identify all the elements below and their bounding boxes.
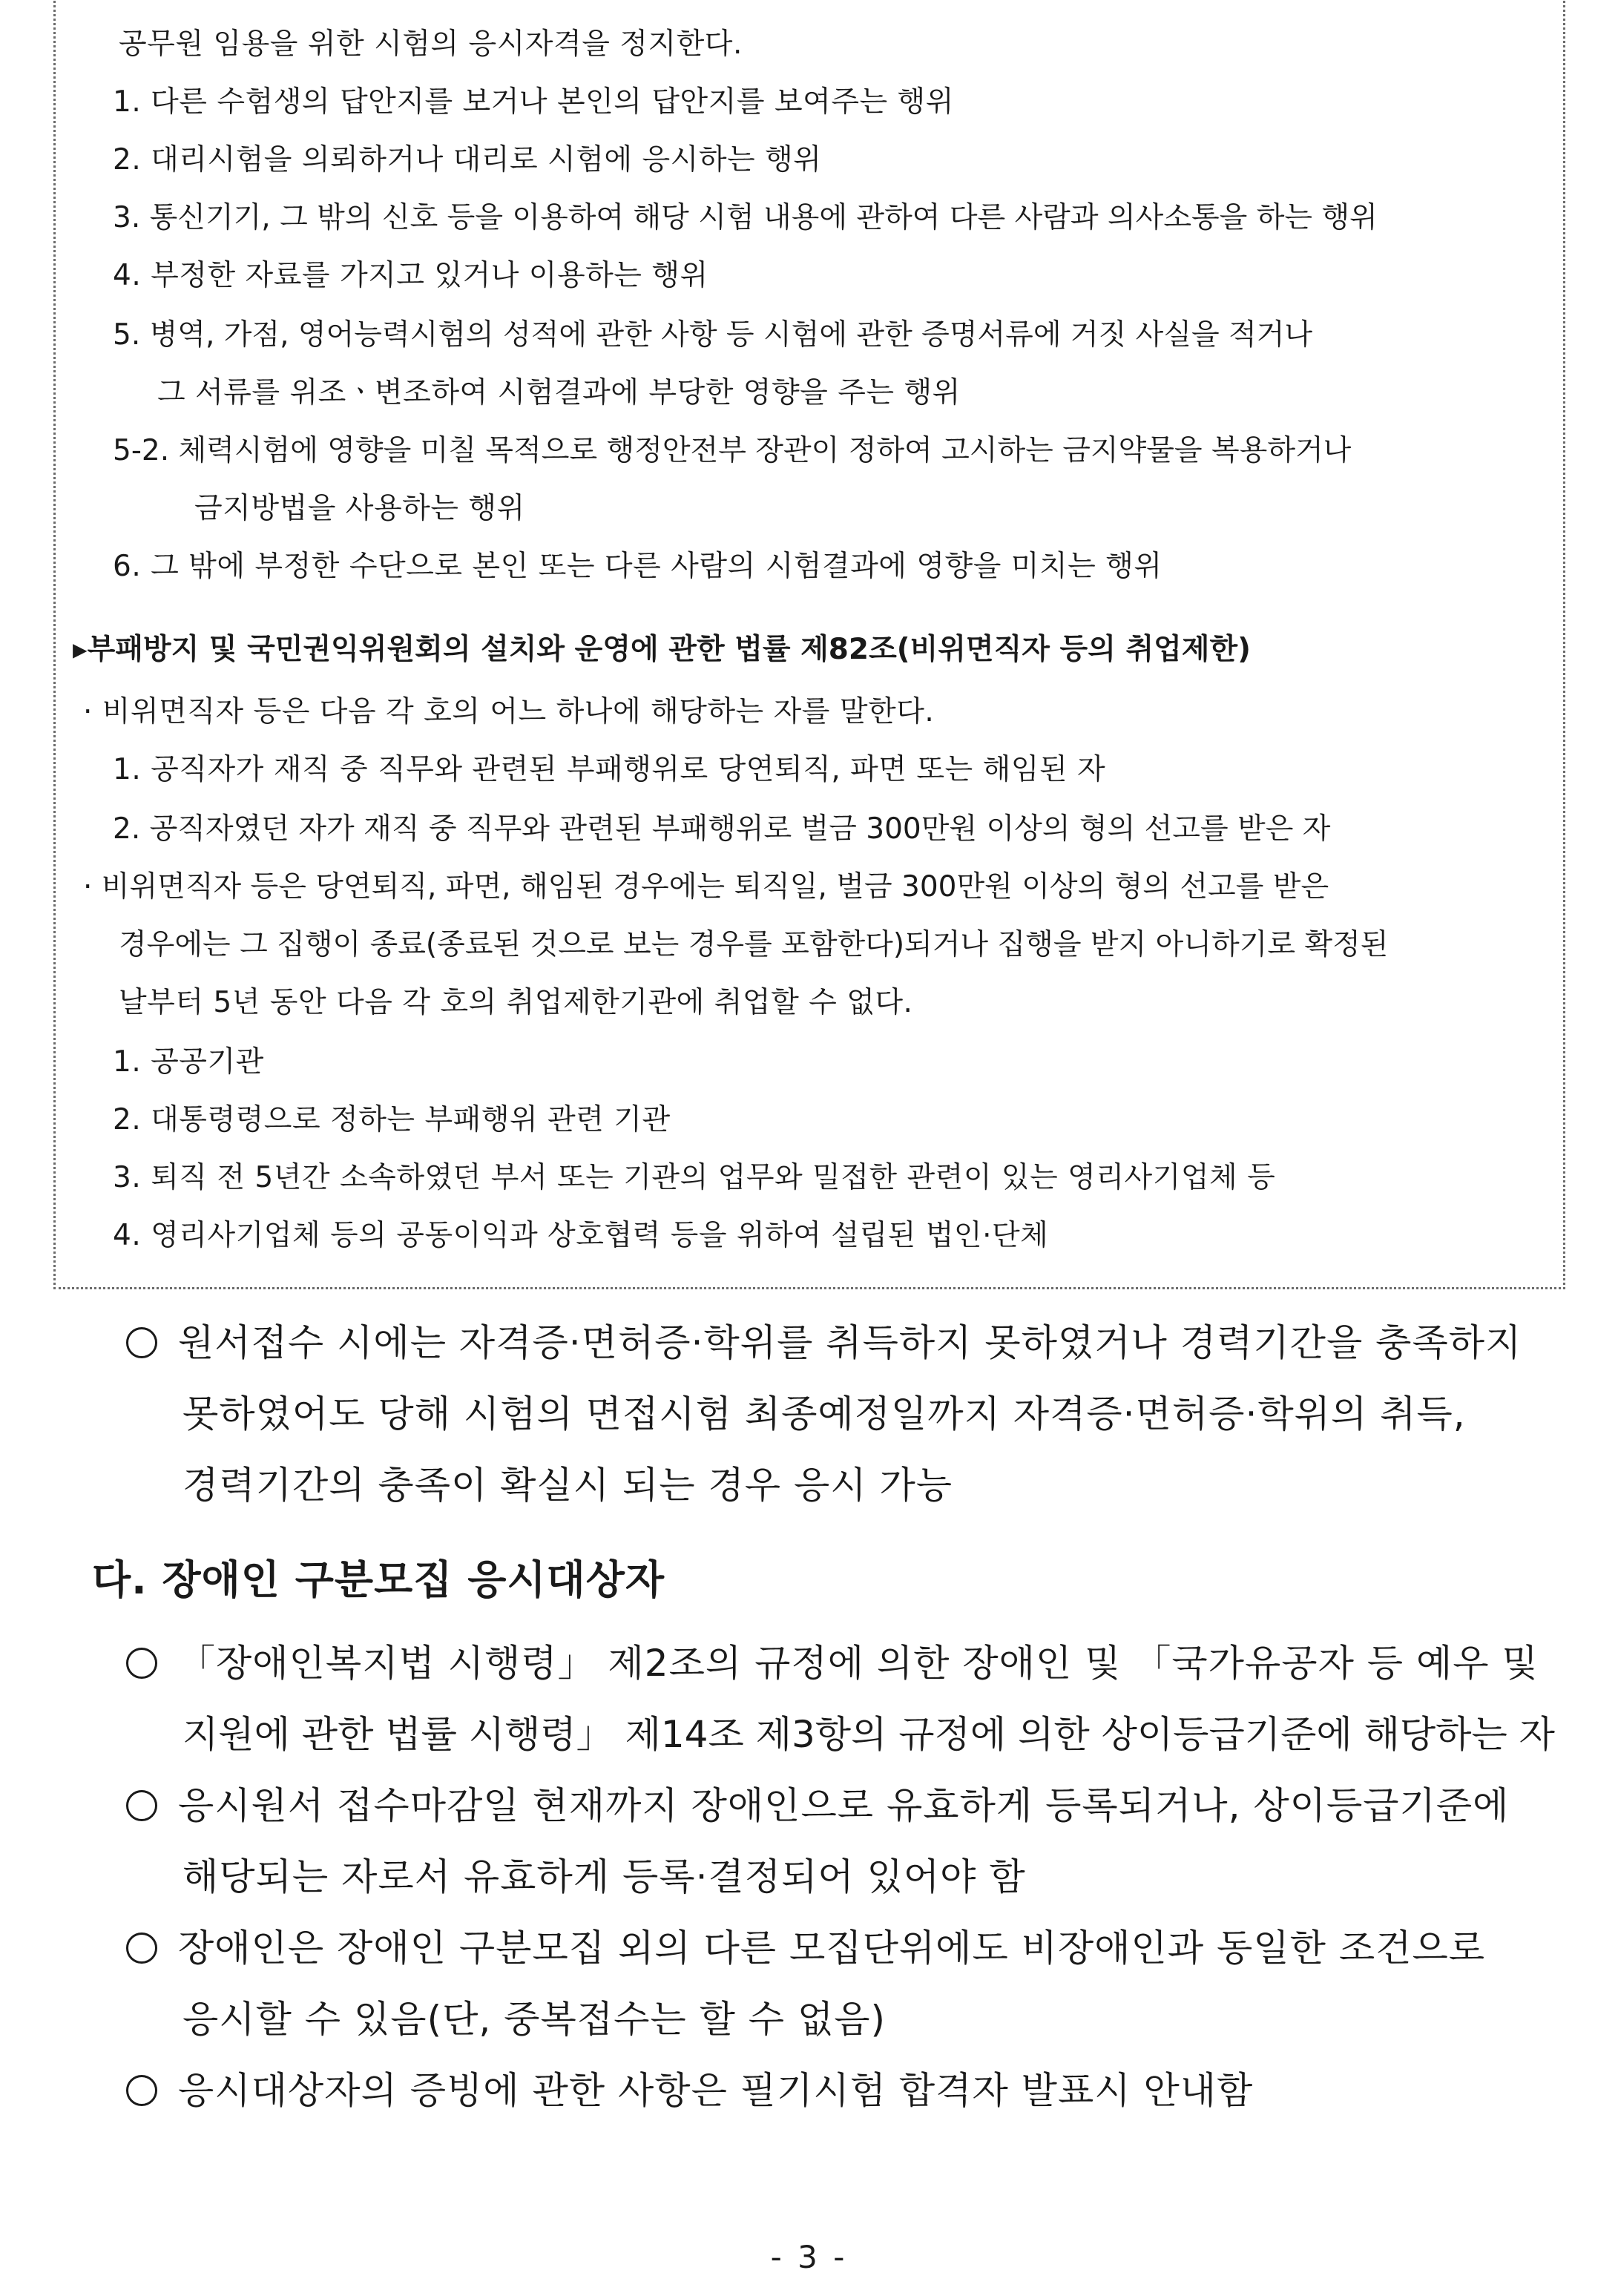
- bullet-item: 원서접수 시에는 자격증·면허증·학위를 취득하지 못하였거나 경력기간을 충족하지: [126, 1320, 1522, 1365]
- box-line: 2. 공직자였던 자가 재직 중 직무와 관련된 부패행위로 벌금 300만원 이상의 형의 선고를 받은 자: [113, 812, 1331, 846]
- body-line: 응시할 수 있음(단, 중복접수는 할 수 없음): [182, 1998, 887, 2041]
- box-line: 3. 통신기기, 그 밖의 신호 등을 이용하여 해당 시험 내용에 관하여 다른 사람과 의사소통을 하는 행위: [113, 201, 1378, 234]
- box-line: 그 서류를 위조ㆍ변조하여 시험결과에 부당한 영향을 주는 행위: [157, 376, 961, 409]
- body-line: 못하였어도 당해 시험의 면접시험 최종예정일까지 자격증·면허증·학위의 취득,: [182, 1392, 1466, 1435]
- box-line: · 비위면직자 등은 당연퇴직, 파면, 해임된 경우에는 퇴직일, 벌금 300만원 이상의 형의 선고를 받은: [83, 870, 1329, 904]
- box-line: 5-2. 체력시험에 영향을 미칠 목적으로 행정안전부 장관이 정하여 고시하는 금지약물을 복용하거나: [113, 434, 1352, 467]
- box-line: · 비위면직자 등은 다음 각 호의 어느 하나에 해당하는 자를 말한다.: [83, 695, 935, 728]
- law-heading: ▸부패방지 및 국민권익위원회의 설치와 운영에 관한 법률 제82조(비위면직자 등의 취업제한): [73, 633, 1251, 666]
- box-line: 1. 공공기관: [113, 1045, 264, 1079]
- circle-bullet-icon: [126, 1327, 157, 1358]
- box-line: 경우에는 그 집행이 종료(종료된 것으로 보는 경우를 포함한다)되거나 집행을 받지 아니하기로 확정된: [119, 928, 1389, 961]
- circle-bullet-icon: [126, 1790, 157, 1821]
- section-title: 다. 장애인 구분모집 응시대상자: [92, 1556, 665, 1603]
- box-line: 금지방법을 사용하는 행위: [194, 492, 525, 525]
- box-line: 공무원 임용을 위한 시험의 응시자격을 정지한다.: [119, 27, 743, 61]
- page-number: - 3 -: [770, 2239, 848, 2275]
- box-line: 1. 공직자가 재직 중 직무와 관련된 부패행위로 당연퇴직, 파면 또는 해임된 자: [113, 753, 1106, 786]
- box-line: 2. 대리시험을 의뢰하거나 대리로 시험에 응시하는 행위: [113, 143, 822, 177]
- box-line: 2. 대통령령으로 정하는 부패행위 관련 기관: [113, 1103, 671, 1137]
- circle-bullet-icon: [126, 1932, 157, 1964]
- box-line: 3. 퇴직 전 5년간 소속하였던 부서 또는 기관의 업무와 밀접한 관련이 있는 영리사기업체 등: [113, 1161, 1276, 1194]
- bullet-item: 응시원서 접수마감일 현재까지 장애인으로 유효하게 등록되거나, 상이등급기준에: [126, 1783, 1509, 1828]
- box-line: 4. 영리사기업체 등의 공동이익과 상호협력 등을 위하여 설립된 법인·단체: [113, 1219, 1049, 1252]
- body-line: 지원에 관한 법률 시행령」 제14조 제3항의 규정에 의한 상이등급기준에 해당하는 자: [182, 1713, 1555, 1756]
- box-line: 5. 병역, 가점, 영어능력시험의 성적에 관한 사항 등 시험에 관한 증명서류에 거짓 사실을 적거나: [113, 318, 1313, 352]
- bullet-item: 장애인은 장애인 구분모집 외의 다른 모집단위에도 비장애인과 동일한 조건으로: [126, 1926, 1485, 1970]
- bullet-item: 응시대상자의 증빙에 관한 사항은 필기시험 합격자 발표시 안내함: [126, 2068, 1253, 2113]
- box-line: 4. 부정한 자료를 가지고 있거나 이용하는 행위: [113, 259, 708, 292]
- circle-bullet-icon: [126, 1648, 157, 1679]
- bullet-item: 「장애인복지법 시행령」 제2조의 규정에 의한 장애인 및 「국가유공자 등 예우 및: [126, 1641, 1539, 1685]
- box-line: 1. 다른 수험생의 답안지를 보거나 본인의 답안지를 보여주는 행위: [113, 85, 954, 119]
- box-line: 6. 그 밖에 부정한 수단으로 본인 또는 다른 사람의 시험결과에 영향을 미치는 행위: [113, 550, 1162, 583]
- body-line: 해당되는 자로서 유효하게 등록·결정되어 있어야 함: [182, 1855, 1026, 1898]
- body-line: 경력기간의 충족이 확실시 되는 경우 응시 가능: [182, 1464, 953, 1507]
- circle-bullet-icon: [126, 2075, 157, 2106]
- box-line: 날부터 5년 동안 다음 각 호의 취업제한기관에 취업할 수 없다.: [119, 986, 913, 1019]
